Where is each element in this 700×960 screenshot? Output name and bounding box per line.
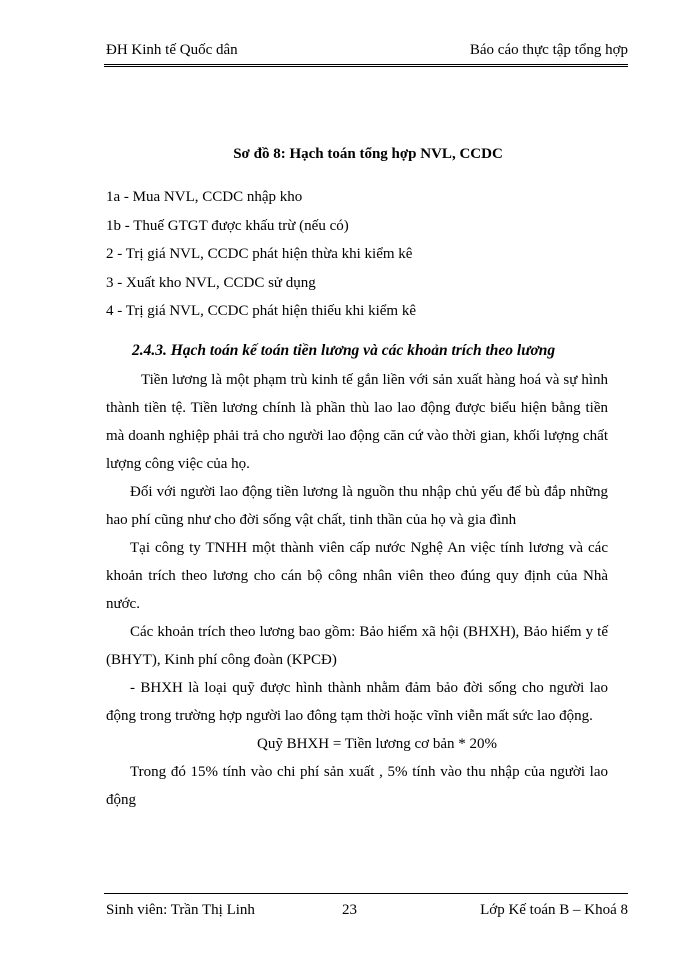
paragraph-company-practice: Tại công ty TNHH một thành viên cấp nước Nghệ An việc tính lương và các khoản trích theo lương cho cán bộ công nhân viên theo đúng quy định của Nhà nước. (106, 540, 608, 612)
section-heading: 2.4.3. Hạch toán kế toán tiền lương và các khoản trích theo lương (132, 342, 556, 359)
paragraph-wage-importance: Đối với người lao động tiền lương là nguồn thu nhập chủ yếu để bù đắp những hao phí cũng như cho đời sống vật chất, tinh thần của họ và gia đình (106, 484, 608, 528)
footer-class: Lớp Kế toán B – Khoá 8 (480, 902, 628, 918)
paragraph-bhxh: - BHXH là loại quỹ được hình thành nhằm đảm bảo đời sống cho người lao động trong trường hợp người lao đông tạm thời hoặc vĩnh viễn mất sức lao động. (106, 680, 608, 724)
header-rule (104, 64, 628, 67)
formula-bhxh: Quỹ BHXH = Tiền lương cơ bản * 20% (257, 736, 497, 752)
paragraph-allocation: Trong đó 15% tính vào chi phí sản xuất , 5% tính vào thu nhập của người lao động (106, 764, 608, 808)
diagram-title: Sơ đồ 8: Hạch toán tổng hợp NVL, CCDC (233, 146, 503, 162)
paragraph-wage-definition: Tiền lương là một phạm trù kinh tế gắn liền với sản xuất hàng hoá và sự hình thành tiền tệ. Tiền lương chính là phần thù lao lao động được biểu hiện bằng tiền mà doanh nghiệp phải trả cho người lao động căn cứ vào thời gian, khối lượng chất lượng công việc của họ. (106, 372, 608, 472)
diagram-legend (106, 183, 416, 326)
footer-student: Sinh viên: Trần Thị Linh (106, 902, 255, 918)
header-report-title: Báo cáo thực tập tổng hợp (469, 42, 628, 58)
body-text (106, 366, 608, 814)
paragraph-deductions: Các khoản trích theo lương bao gồm: Bảo hiểm xã hội (BHXH), Bảo hiểm y tế (BHYT), Kinh phí công đoàn (KPCĐ) (106, 624, 608, 668)
legend-item-1b: 1b - Thuế GTGT được khấu trừ (nếu có) (106, 217, 349, 234)
page-number: 23 (342, 902, 357, 918)
legend-item-1a: 1a - Mua NVL, CCDC nhập kho (106, 189, 303, 205)
legend-item-2: 2 - Trị giá NVL, CCDC phát hiện thừa khi kiểm kê (106, 246, 413, 262)
footer-rule (104, 893, 628, 894)
header-institution: ĐH Kinh tế Quốc dân (106, 42, 238, 58)
legend-item-3: 3 - Xuất kho NVL, CCDC sử dụng (106, 274, 316, 291)
legend-item-4: 4 - Trị giá NVL, CCDC phát hiện thiếu khi kiểm kê (106, 303, 416, 319)
